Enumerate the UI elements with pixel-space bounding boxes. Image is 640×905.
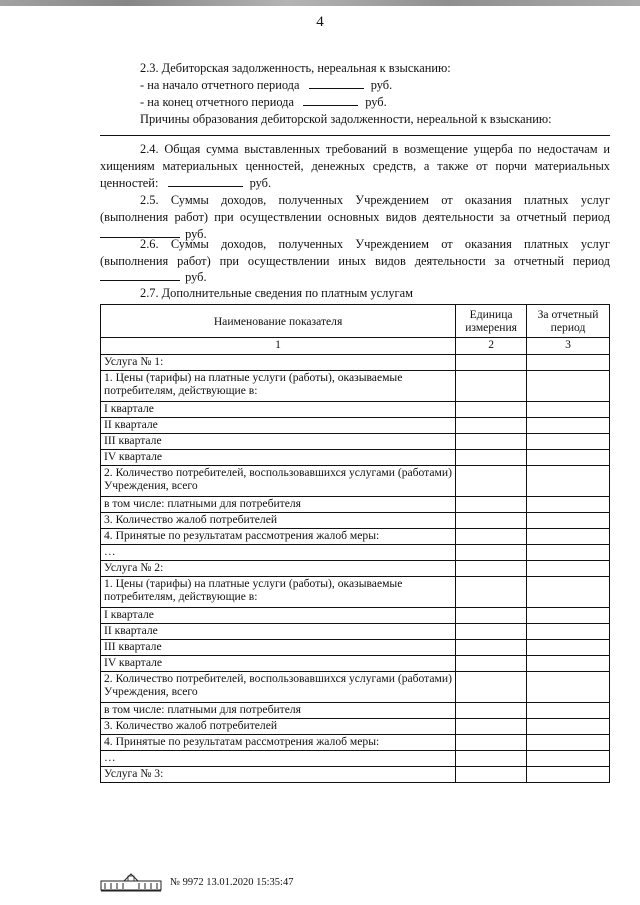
value-cell [527,672,610,703]
unit-cell [456,624,527,640]
unit-cell [456,355,527,371]
row-label: IV квартале [101,656,456,672]
row-label: I квартале [101,402,456,418]
building-stamp-icon [100,872,162,892]
value-cell [527,466,610,497]
section-2-3-title: 2.3. Дебиторская задолженность, нереальная к взысканию: [140,61,451,75]
value-cell [527,751,610,767]
section-2-4-line3 [100,175,271,191]
paid-services-table [100,304,610,783]
unit-cell [456,703,527,719]
end-currency: руб. [365,95,387,109]
value-cell [527,371,610,402]
row-label: 4. Принятые по результатам рассмотрения жалоб меры: [101,735,456,751]
section-2-4-currency: руб. [249,176,272,190]
table-row [101,767,610,783]
reasons-blank-line [100,135,610,136]
table-row [101,719,610,735]
table-row [101,624,610,640]
col-number-1: 1 [101,338,456,355]
value-cell [527,402,610,418]
unit-cell [456,656,527,672]
table-row [101,497,610,513]
row-label: II квартале [101,624,456,640]
unit-cell [456,497,527,513]
section-2-3-start-label: - на начало отчетного периода [140,78,300,92]
section-2-4-line3-label: ценностей: [100,176,159,190]
unit-cell [456,418,527,434]
table-row [101,402,610,418]
value-cell [527,529,610,545]
section-2-3-start-row [140,77,392,93]
unit-cell [456,735,527,751]
value-cell [527,355,610,371]
value-cell [527,577,610,608]
section-2-6-amount-blank [100,269,180,281]
unit-cell [456,434,527,450]
unit-cell [456,672,527,703]
table-row [101,450,610,466]
table-row [101,418,610,434]
table-header-row [101,305,610,338]
unit-cell [456,371,527,402]
table-row [101,735,610,751]
value-cell [527,513,610,529]
unit-cell [456,402,527,418]
page-number: 4 [316,14,324,30]
value-cell [527,719,610,735]
document-stamp [100,872,340,892]
value-cell [527,450,610,466]
end-amount-blank [303,94,358,106]
value-cell [527,656,610,672]
unit-cell [456,450,527,466]
row-label: III квартале [101,434,456,450]
registration-stamp-text: № 9972 13.01.2020 15:35:47 [170,876,294,888]
unit-cell [456,545,527,561]
section-2-3-end-row [140,94,387,110]
row-label: 1. Цены (тарифы) на платные услуги (работы), оказываемые потребителям, действующие в: [101,577,456,608]
value-cell [527,561,610,577]
row-label: в том числе: платными для потребителя [101,703,456,719]
value-cell [527,497,610,513]
row-label: 2. Количество потребителей, воспользовавшихся услугами (работами) Учреждения, всего [101,466,456,497]
unit-cell [456,561,527,577]
row-label: 3. Количество жалоб потребителей [101,513,456,529]
start-currency: руб. [370,78,393,92]
value-cell [527,608,610,624]
section-2-4-amount-blank [168,175,243,187]
table-row [101,371,610,402]
scan-edge-artifact [0,0,640,6]
value-cell [527,735,610,751]
value-cell [527,434,610,450]
start-amount-blank [309,77,364,89]
row-label: I квартале [101,608,456,624]
row-label: Услуга № 2: [101,561,456,577]
table-row [101,751,610,767]
section-2-7-title: 2.7. Дополнительные сведения по платным услугам [140,286,413,300]
unit-cell [456,577,527,608]
table-row [101,640,610,656]
value-cell [527,418,610,434]
value-cell [527,624,610,640]
unit-cell [456,608,527,624]
table-row [101,545,610,561]
unit-cell [456,767,527,783]
row-label: Услуга № 3: [101,767,456,783]
table-row [101,513,610,529]
table-row [101,529,610,545]
unit-cell [456,751,527,767]
col-number-3: 3 [527,338,610,355]
section-2-3-reasons: Причины образования дебиторской задолженности, нереальной к взысканию: [140,112,552,126]
section-2-6-currency: руб. [185,270,207,284]
row-label: в том числе: платными для потребителя [101,497,456,513]
unit-cell [456,513,527,529]
table-row [101,434,610,450]
row-label: 1. Цены (тарифы) на платные услуги (работы), оказываемые потребителям, действующие в: [101,371,456,402]
section-2-5-line2: (выполнения работ) при осуществлении основных видов деятельности за отчетный период [100,210,610,224]
header-unit: Единица измерения [456,305,527,338]
section-2-6-line3 [100,269,207,285]
header-indicator-name: Наименование показателя [101,305,456,338]
section-2-5-currency: руб. [185,227,207,241]
section-2-6-line1: 2.6. Суммы доходов, полученных Учреждением от оказания платных услуг [140,237,610,251]
column-numbers-row [101,338,610,355]
col-number-2: 2 [456,338,527,355]
table-row [101,561,610,577]
table-row [101,608,610,624]
section-2-3-end-label: - на конец отчетного периода [140,95,294,109]
table-row [101,466,610,497]
row-label: 3. Количество жалоб потребителей [101,719,456,735]
header-period: За отчетный период [527,305,610,338]
row-label: … [101,751,456,767]
value-cell [527,703,610,719]
table-row [101,656,610,672]
unit-cell [456,640,527,656]
table-row [101,703,610,719]
value-cell [527,640,610,656]
value-cell [527,545,610,561]
section-2-4-line2: хищениям материальных ценностей, денежных средств, а также от порчи материальных [100,159,610,173]
row-label: II квартале [101,418,456,434]
row-label: III квартале [101,640,456,656]
value-cell [527,767,610,783]
unit-cell [456,466,527,497]
row-label: … [101,545,456,561]
table-row [101,577,610,608]
section-2-6-line2: (выполнения работ) при осуществлении иных видов деятельности за отчетный период [100,254,610,268]
table-row [101,672,610,703]
section-2-5-line1: 2.5. Суммы доходов, полученных Учреждением от оказания платных услуг [140,193,610,207]
table-row [101,355,610,371]
row-label: 2. Количество потребителей, воспользовавшихся услугами (работами) Учреждения, всего [101,672,456,703]
row-label: Услуга № 1: [101,355,456,371]
row-label: 4. Принятые по результатам рассмотрения жалоб меры: [101,529,456,545]
section-2-4-line1: 2.4. Общая сумма выставленных требований в возмещение ущерба по недостачам и [140,142,610,156]
unit-cell [456,529,527,545]
row-label: IV квартале [101,450,456,466]
unit-cell [456,719,527,735]
